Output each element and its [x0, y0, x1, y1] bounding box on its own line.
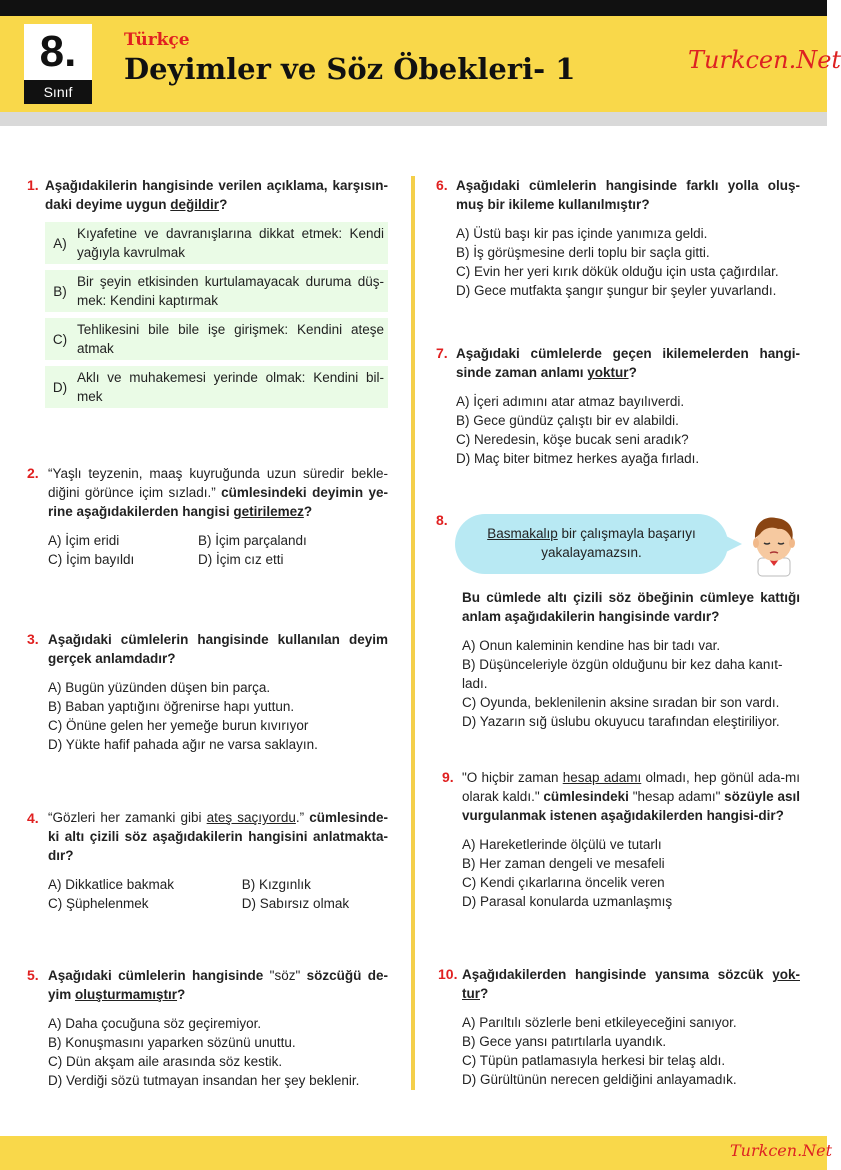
question-8	[462, 588, 800, 731]
option-b[interactable]: B) İçim parçalandı	[198, 533, 307, 548]
option-d[interactable]: D) Verdiği sözü tutmayan insandan her şey beklenir.	[48, 1073, 360, 1088]
logo-suffix: .Net	[788, 46, 841, 74]
question-number: 6.	[436, 177, 448, 193]
question-number: 9.	[442, 769, 454, 785]
question-number: 3.	[27, 631, 39, 647]
question-stem: Aşağıdaki cümlelerin hangisinde "söz" sözcüğü de-yim oluşturmamıştır?	[48, 968, 388, 1002]
top-black-bar	[0, 0, 827, 16]
question-10	[462, 965, 800, 1089]
question-6	[456, 176, 800, 300]
option-c[interactable]: C) Oyunda, beklenilenin aksine sıradan bir son vardı.	[462, 695, 780, 710]
option-b[interactable]: B) Konuşmasını yaparken sözünü unuttu.	[48, 1035, 296, 1050]
grade-number: 8.	[39, 27, 77, 76]
question-2	[48, 464, 388, 569]
question-7	[456, 344, 800, 468]
boy-face-icon	[744, 514, 804, 576]
option-b[interactable]: B) Her zaman dengeli ve mesafeli	[462, 856, 665, 871]
option-c[interactable]: C) Kendi çıkarlarına öncelik veren	[462, 875, 665, 890]
question-stem: "O hiçbir zaman hesap adamı olmadı, hep gönül ada-mı olarak kaldı." cümlesindeki "hesap adamı" sözüyle asıl vurgulanmak istenen aşağıdakilerden hangisi-dir?	[462, 770, 800, 823]
logo-text: Turkcen	[688, 46, 789, 74]
question-stem: Aşağıdaki cümlelerde geçen ikilemelerden hangi-sinde zaman anlamı yoktur?	[456, 346, 800, 380]
option-a[interactable]: A) İçeri adımını atar atmaz bayılıverdi.	[456, 394, 685, 409]
question-number: 8.	[436, 512, 448, 528]
question-stem: Aşağıdakilerin hangisinde verilen açıklama, karşısın-daki deyime uygun değildir?	[45, 178, 388, 212]
option-b[interactable]: B) İş görüşmesine derli toplu bir saçla gitti.	[456, 245, 710, 260]
question-number: 7.	[436, 345, 448, 361]
options-list	[462, 636, 800, 731]
page-footer	[0, 1136, 827, 1170]
option-a[interactable]: A) Kıyafetine ve davranışlarına dikkat etmek: Kendi yağıyla kavrulmak	[45, 222, 388, 264]
options-grid	[48, 875, 388, 913]
option-c[interactable]: C) Neredesin, köşe bucak seni aradık?	[456, 432, 689, 447]
option-c[interactable]: C) Tehlikesini bile bile işe girişmek: Kendini ateşe atmak	[45, 318, 388, 360]
option-d[interactable]: D) Aklı ve muhakemesi yerinde olmak: Kendini bil-mek	[45, 366, 388, 408]
question-3	[48, 630, 388, 754]
question-number: 1.	[27, 177, 39, 193]
question-number: 2.	[27, 465, 39, 481]
option-a[interactable]: A) Parıltılı sözlerle beni etkileyeceğini sanıyor.	[462, 1015, 737, 1030]
option-b[interactable]: B) Düşünceleriyle özgün olduğunu bir kez daha kanıt-ladı.	[462, 657, 783, 691]
speech-bubble	[455, 514, 728, 574]
question-stem: “Yaşlı teyzenin, maaş kuyruğunda uzun süredir bekle-diğini görünce içim sızladı.” cümlesindeki deyimin ye-rine aşağıdakilerden hangisi getirilemez?	[48, 466, 388, 519]
options-list	[462, 1013, 800, 1089]
option-d[interactable]: D) Maç biter bitmez herkes ayağa fırladı.	[456, 451, 700, 466]
option-d[interactable]: D) Gürültünün nerecen geldiğini anlayamadık.	[462, 1072, 737, 1087]
subject-label: Türkçe	[124, 30, 190, 50]
option-d[interactable]: D) Sabırsız olmak	[241, 896, 350, 911]
question-1-options	[45, 222, 388, 414]
logo-suffix: .Net	[797, 1141, 833, 1160]
option-d[interactable]: D) İçim cız etti	[198, 552, 284, 567]
grade-badge	[24, 24, 92, 104]
question-stem: “Gözleri her zamanki gibi ateş saçıyordu.” cümlesinde-ki altı çizili söz aşağıdakilerin hangisini anlatmakta-dır?	[48, 810, 389, 863]
question-stem: Aşağıdaki cümlelerin hangisinde farklı yolla oluş-muş bir ikileme kullanılmıştır?	[456, 178, 800, 212]
options-list	[456, 224, 800, 300]
option-c[interactable]: C) Şüphelenmek	[48, 896, 149, 911]
option-d[interactable]: D) Yazarın sığ üslubu okuyucu tarafından eleştiriliyor.	[462, 714, 780, 729]
option-a[interactable]: A) Üstü başı kir pas içinde yanımıza geldi.	[456, 226, 708, 241]
option-c[interactable]: C) Tüpün patlamasıyla herkesi bir telaş aldı.	[462, 1053, 726, 1068]
question-5	[48, 966, 388, 1090]
option-d[interactable]: D) Yükte hafif pahada ağır ne varsa saklayın.	[48, 737, 318, 752]
options-list	[48, 1014, 388, 1090]
options-list	[48, 678, 388, 754]
option-a[interactable]: A) Onun kaleminin kendine has bir tadı var.	[462, 638, 721, 653]
option-d[interactable]: D) Parasal konularda uzmanlaşmış	[462, 894, 673, 909]
option-b[interactable]: B) Gece yansı patırtılarla uyandık.	[462, 1034, 667, 1049]
grade-label: Sınıf	[24, 80, 92, 104]
option-b[interactable]: B) Baban yaptığını öğrenirse hapı yuttun.	[48, 699, 295, 714]
option-a[interactable]: A) Bugün yüzünden düşen bin parça.	[48, 680, 271, 695]
logo-text: Turkcen	[730, 1141, 798, 1160]
option-a[interactable]: A) Daha çocuğuna söz geçiremiyor.	[48, 1016, 262, 1031]
option-a[interactable]: A) İçim eridi	[48, 533, 120, 548]
question-1	[45, 176, 388, 214]
option-a[interactable]: A) Hareketlerinde ölçülü ve tutarlı	[462, 837, 662, 852]
options-list	[456, 392, 800, 468]
option-c[interactable]: C) Evin her yeri kırık dökük olduğu için usta çağırdılar.	[456, 264, 779, 279]
brand-logo	[688, 46, 841, 74]
question-number: 5.	[27, 967, 39, 983]
option-a[interactable]: A) Dikkatlice bakmak	[48, 877, 175, 892]
option-d[interactable]: D) Gece mutfakta şangır şungur bir şeyler yuvarlandı.	[456, 283, 777, 298]
options-list	[462, 835, 800, 911]
option-b[interactable]: B) Kızgınlık	[241, 877, 311, 892]
option-c[interactable]: C) Önüne gelen her yemeğe burun kıvırıyor	[48, 718, 309, 733]
column-divider	[411, 176, 415, 1090]
options-grid	[48, 531, 348, 569]
speech-bubble-text: Basmakalıp bir çalışmayla başarıyı yakalayamazsın.	[487, 526, 696, 560]
question-number: 4.	[27, 810, 39, 826]
question-4	[48, 808, 388, 913]
header-shadow-strip	[0, 112, 827, 126]
question-number: 10.	[438, 966, 458, 982]
option-c[interactable]: C) İçim bayıldı	[48, 552, 135, 567]
question-stem: Aşağıdakilerden hangisinde yansıma sözcük yok-tur?	[462, 967, 800, 1001]
footer-logo	[730, 1141, 832, 1160]
page-title: Deyimler ve Söz Öbekleri- 1	[124, 52, 576, 86]
question-stem: Bu cümlede altı çizili söz öbeğinin cümleye kattığı anlam aşağıdakilerin hangisinde vardır?	[462, 590, 800, 624]
question-9	[462, 768, 800, 911]
option-b[interactable]: B) Gece gündüz çalıştı bir ev alabildi.	[456, 413, 679, 428]
option-c[interactable]: C) Dün akşam aile arasında söz kestik.	[48, 1054, 283, 1069]
question-stem: Aşağıdaki cümlelerin hangisinde kullanılan deyim gerçek anlamdadır?	[48, 632, 388, 666]
option-b[interactable]: B) Bir şeyin etkisinden kurtulamayacak duruma düş-mek: Kendini kaptırmak	[45, 270, 388, 312]
